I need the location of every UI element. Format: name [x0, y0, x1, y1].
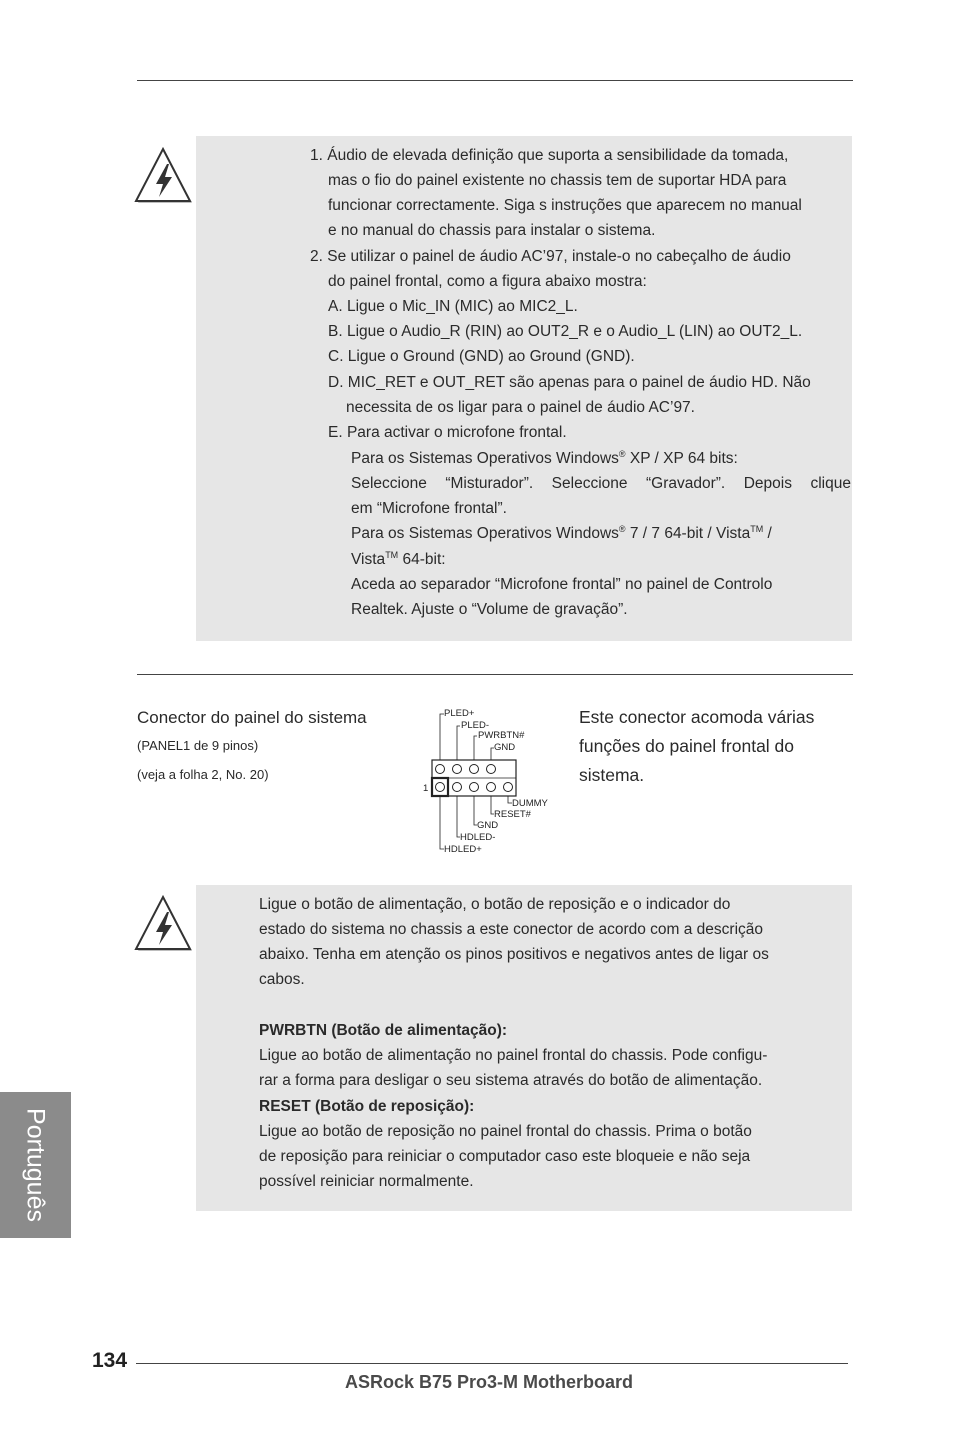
registered-mark: ®: [618, 523, 626, 534]
pin-label-gnd-bottom: GND: [477, 820, 499, 831]
pin-label-gnd-top: GND: [494, 742, 516, 753]
footer-title: ASRock B75 Pro3-M Motherboard: [345, 1372, 634, 1392]
audio-w7-end: /: [763, 525, 772, 542]
audio-step-c: C. Ligue o Ground (GND) ao Ground (GND).: [328, 348, 635, 365]
warning-icon: [134, 146, 196, 208]
trademark: TM: [750, 523, 764, 534]
trademark: TM: [385, 549, 399, 560]
reset-text-line3: possível reiniciar normalmente.: [259, 1173, 474, 1190]
audio-w7-line2: [351, 551, 446, 569]
pin-label-pwrbtn: PWRBTN#: [478, 730, 525, 741]
audio-item2-line1: 2. Se utilizar o painel de áudio AC’97, instale-o no cabeçalho de áudio: [310, 248, 791, 265]
audio-w7-line4: Realtek. Ajuste o “Volume de gravação”.: [351, 601, 628, 618]
audio-item2-line2: do painel frontal, como a figura abaixo mostra:: [328, 273, 647, 290]
pin-label-pled-minus: PLED-: [461, 720, 489, 731]
audio-step-b: B. Ligue o Audio_R (RIN) ao OUT2_R e o Audio_L (LIN) ao OUT2_L.: [328, 323, 803, 340]
panel-para-line2: estado do sistema no chassis a este conector de acordo com a descrição: [259, 921, 764, 938]
reset-heading: RESET (Botão de reposição):: [259, 1098, 475, 1115]
pin-label-hdled-plus: HDLED+: [444, 844, 482, 855]
audio-xp-line3: em “Microfone frontal”.: [351, 500, 507, 517]
panel1-pin-diagram: [420, 704, 560, 856]
pin-label-pled-plus: PLED+: [444, 708, 475, 719]
audio-xp-post: XP / XP 64 bits:: [625, 450, 738, 467]
warning-icon: [134, 894, 196, 956]
panel-para-line1: Ligue o botão de alimentação, o botão de reposição e o indicador do: [259, 896, 731, 913]
pin-label-hdled-minus: HDLED-: [460, 832, 496, 843]
audio-vista: Vista: [351, 551, 386, 568]
audio-w7-line3: Aceda ao separador “Microfone frontal” no painel de Controlo: [351, 576, 773, 593]
panel-para-line3: abaixo. Tenha em atenção os pinos positivos e negativos antes de ligar os: [259, 946, 769, 963]
reset-text-line2: de reposição para reiniciar o computador caso este bloqueie e não seja: [259, 1148, 751, 1165]
reset-text-line1: Ligue ao botão de reposição no painel frontal do chassis. Prima o botão: [259, 1123, 752, 1140]
audio-w7-pre: Para os Sistemas Operativos Windows: [351, 525, 619, 542]
pwrbtn-text-line1: Ligue ao botão de alimentação no painel frontal do chassis. Pode configu-: [259, 1047, 768, 1064]
audio-xp-pre: Para os Sistemas Operativos Windows: [351, 450, 619, 467]
registered-mark: ®: [618, 448, 626, 459]
audio-vista-post: 64-bit:: [398, 551, 446, 568]
audio-item1-line4: e no manual do chassis para instalar o sistema.: [328, 222, 656, 239]
connector-title: Conector do painel do sistema: [137, 708, 367, 727]
language-tab: [0, 1092, 71, 1238]
pin1-label: 1: [423, 783, 429, 794]
audio-step-a: A. Ligue o Mic_IN (MIC) ao MIC2_L.: [328, 298, 578, 315]
audio-xp-line1: [351, 450, 738, 468]
audio-step-e: E. Para activar o microfone frontal.: [328, 424, 567, 441]
pin-label-reset: RESET#: [494, 809, 531, 820]
audio-w7-mid: 7 / 7 64-bit / Vista: [625, 525, 751, 542]
pwrbtn-text-line2: rar a forma para desligar o seu sistema através do botão de alimentação.: [259, 1072, 763, 1089]
section-rule: [137, 674, 853, 675]
audio-item1-line1: 1. Áudio de elevada definição que suporta a sensibilidade da tomada,: [310, 147, 789, 164]
panel-para-line4: cabos.: [259, 971, 305, 988]
footer-rule: [136, 1363, 848, 1364]
top-rule: [137, 80, 853, 81]
audio-item1-line3: funcionar correctamente. Siga s instruções que aparecem no manual: [328, 197, 802, 214]
pin-label-dummy: DUMMY: [512, 798, 548, 809]
connector-subtitle-ref: (veja a folha 2, No. 20): [137, 767, 269, 782]
connector-description: Este conector acomoda várias funções do painel frontal do sistema.: [579, 707, 815, 785]
audio-xp-line2: Seleccione “Misturador”. Seleccione “Gravador”. Depois clique: [351, 475, 851, 492]
audio-step-d-line2: necessita de os ligar para o painel de áudio AC’97.: [346, 399, 695, 416]
audio-step-d-line1: D. MIC_RET e OUT_RET são apenas para o painel de áudio HD. Não: [328, 374, 811, 391]
pwrbtn-heading: PWRBTN (Botão de alimentação):: [259, 1022, 508, 1039]
audio-w7-line1: [351, 525, 772, 543]
audio-item1-line2: mas o fio do painel existente no chassis tem de suportar HDA para: [328, 172, 787, 189]
connector-subtitle-pins: (PANEL1 de 9 pinos): [137, 738, 259, 753]
language-tab-label: Português: [21, 1108, 50, 1222]
page-number: 134: [92, 1349, 128, 1372]
